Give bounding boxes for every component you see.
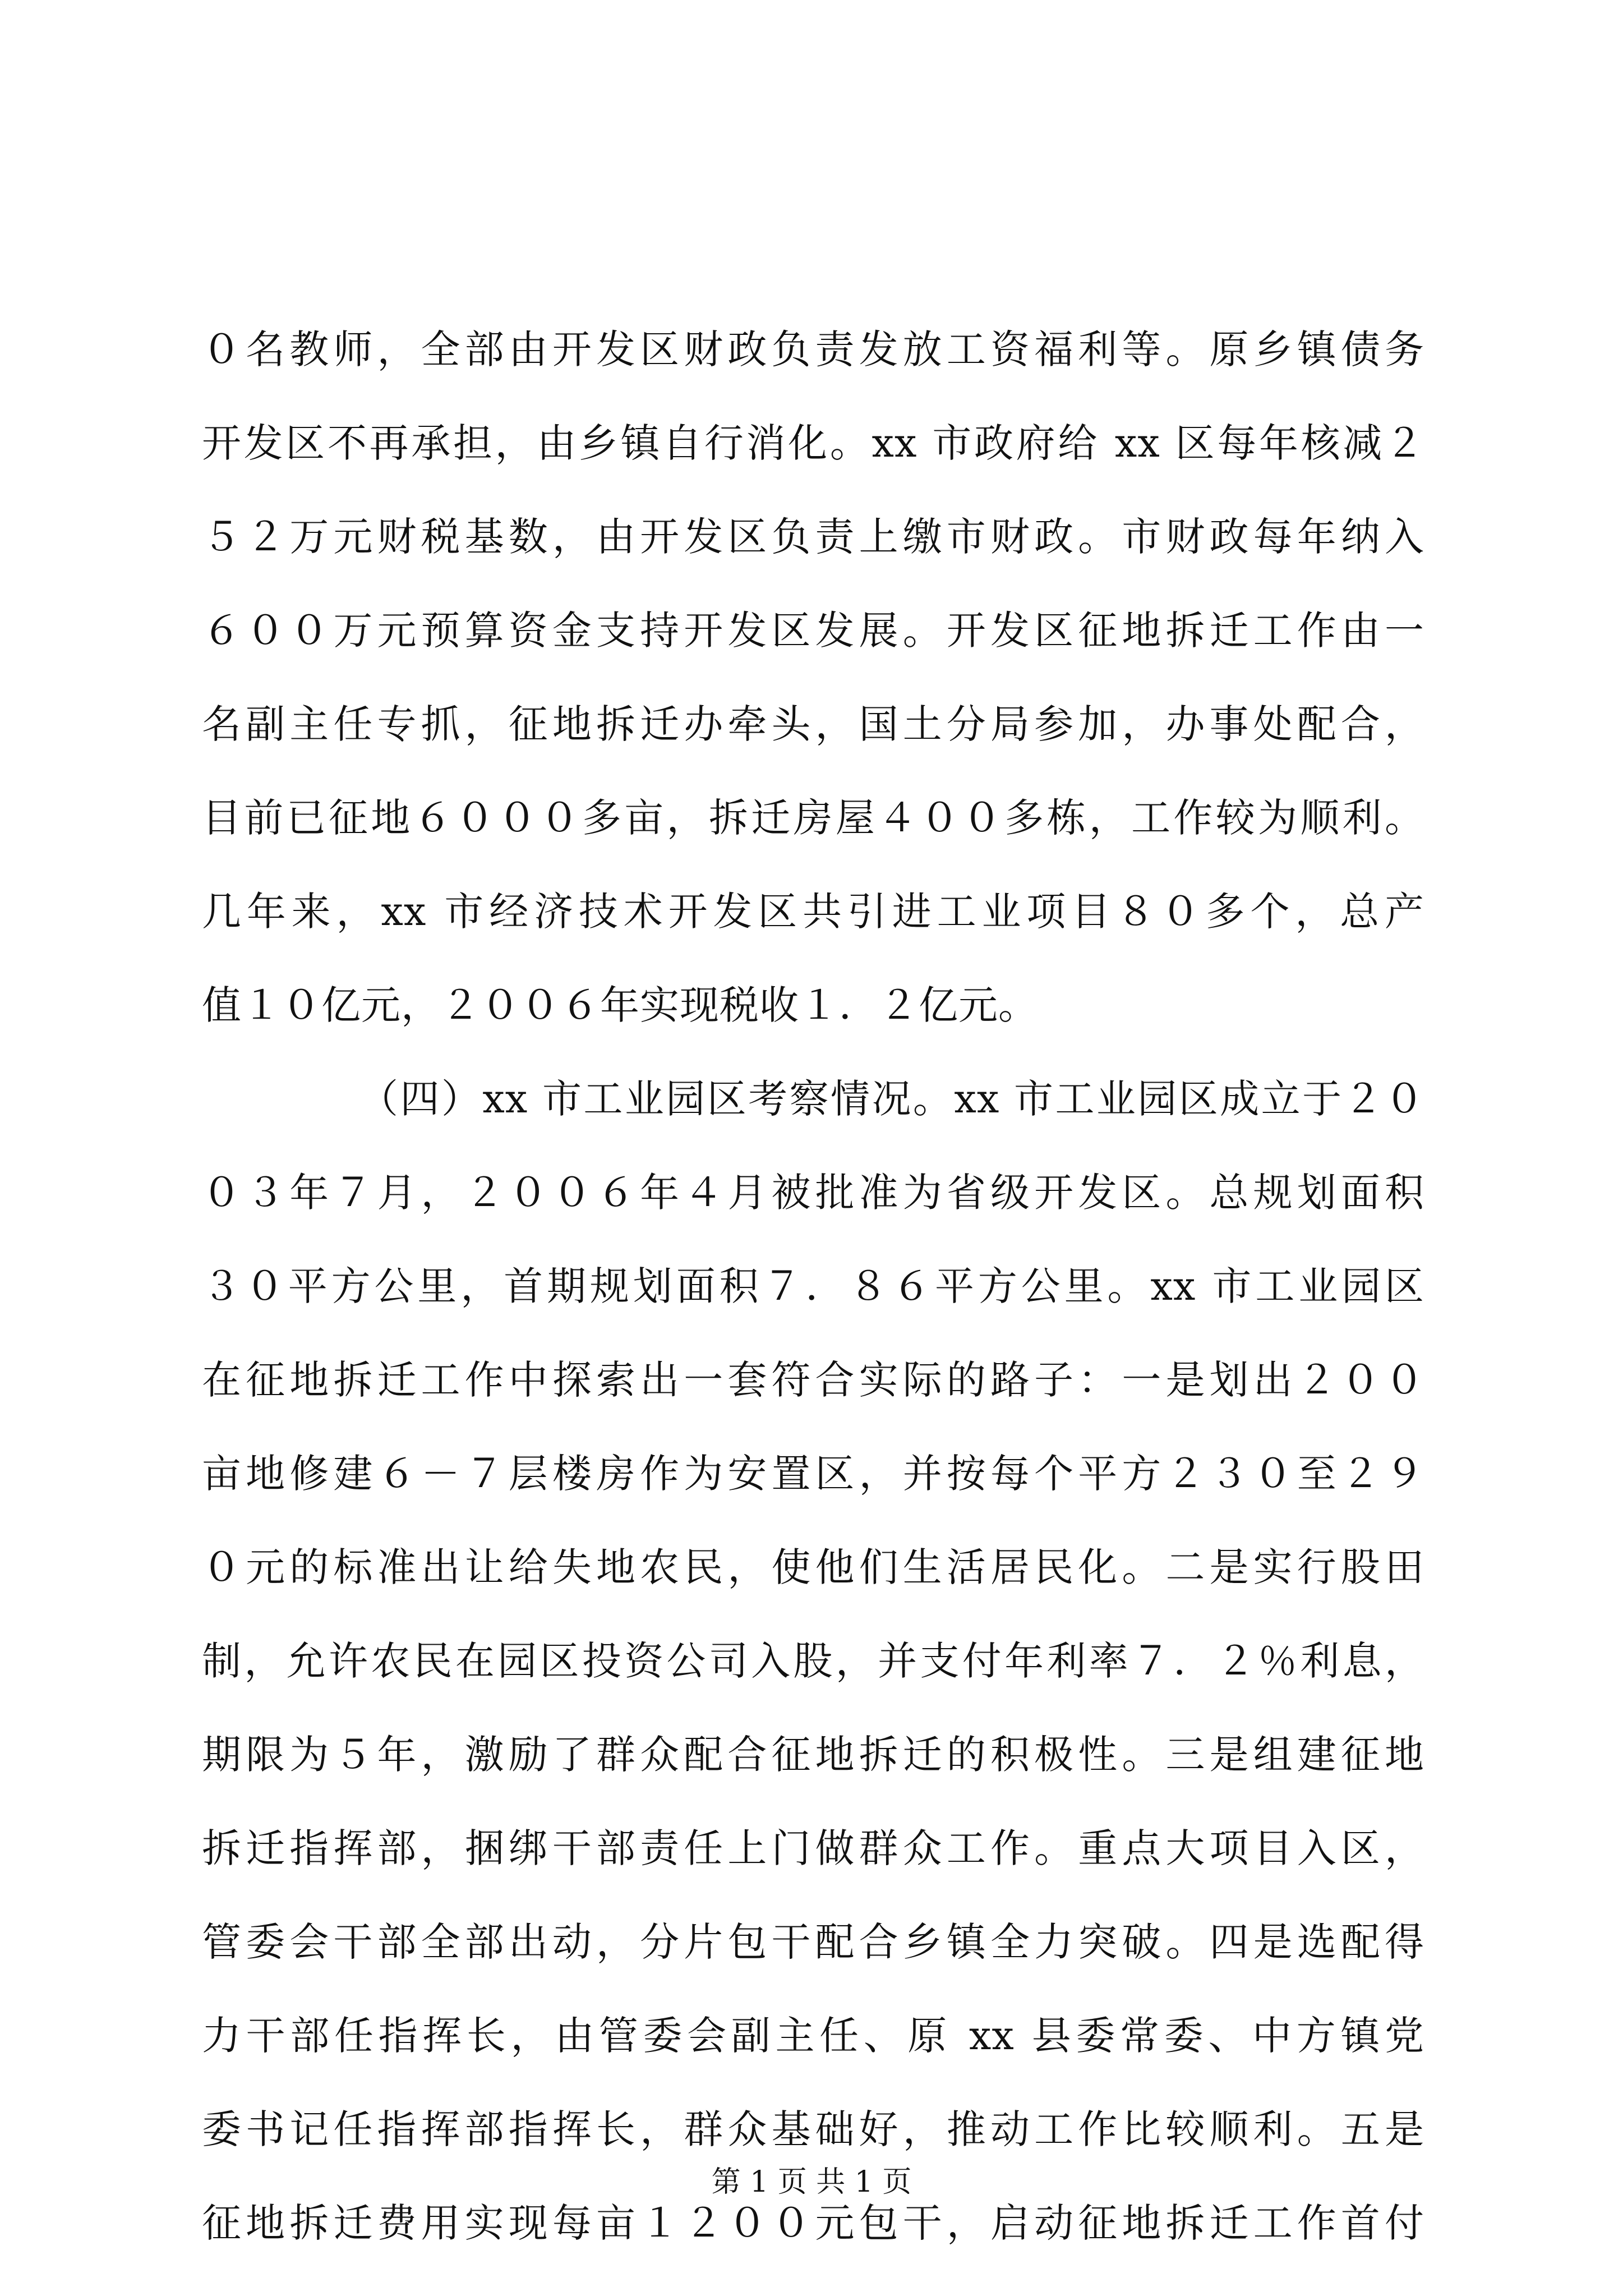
text-line: 名副主任专抓，征地拆迁办牵头，国土分局参加，办事处配合， [202, 701, 1424, 747]
page-footer [0, 2165, 1623, 2199]
text-line: 期限为５年，激励了群众配合征地拆迁的积极性。三是组建征地 [202, 1732, 1424, 1778]
body-text [202, 303, 1424, 2270]
text-line: 征地拆迁费用实现每亩１２００元包干，启动征地拆迁工作首付 [202, 2200, 1424, 2246]
text-line: ０元的标准出让给失地农民，使他们生活居民化。二是实行股田 [202, 1544, 1424, 1590]
text-line: 制，允许农民在园区投资公司入股，并支付年利率７．２％利息， [202, 1638, 1424, 1684]
text-line: 管委会干部全部出动，分片包干配合乡镇全力突破。四是选配得 [202, 1919, 1424, 1965]
text-line: 委书记任指挥部指挥长，群众基础好，推动工作比较顺利。五是 [202, 2106, 1424, 2152]
page-number-label: 第 1 页 共 1 页 [711, 2165, 912, 2199]
text-line: 几年来，xx 市经济技术开发区共引进工业项目８０多个，总产 [202, 889, 1424, 935]
text-line: ６００万元预算资金支持开发区发展。开发区征地拆迁工作由一 [202, 608, 1424, 654]
text-line: ０３年７月，２００６年４月被批准为省级开发区。总规划面积 [202, 1170, 1424, 1216]
text-line: 开发区不再承担，由乡镇自行消化。xx 市政府给 xx 区每年核减２ [202, 420, 1424, 466]
text-line: ３０平方公里，首期规划面积７．８６平方公里。xx 市工业园区 [202, 1263, 1424, 1309]
text-line: ０名教师，全部由开发区财政负责发放工资福利等。原乡镇债务 [202, 326, 1424, 372]
text-line: 拆迁指挥部，捆绑干部责任上门做群众工作。重点大项目入区， [202, 1825, 1424, 1871]
text-line: 亩地修建６－７层楼房作为安置区，并按每个平方２３０至２９ [202, 1451, 1424, 1497]
text-line: 目前已征地６０００多亩，拆迁房屋４００多栋，工作较为顺利。 [202, 795, 1424, 841]
text-line: 值１０亿元，２００６年实现税收１．２亿元。 [202, 982, 1038, 1028]
text-line: ５２万元财税基数，由开发区负责上缴市财政。市财政每年纳入 [202, 514, 1424, 560]
text-line: 力干部任指挥长，由管委会副主任、原 xx 县委常委、中方镇党 [202, 2013, 1424, 2059]
section-heading-line: （四）xx 市工业园区考察情况。xx 市工业园区成立于２０ [359, 1076, 1424, 1122]
text-line: 在征地拆迁工作中探索出一套符合实际的路子：一是划出２００ [202, 1357, 1424, 1403]
